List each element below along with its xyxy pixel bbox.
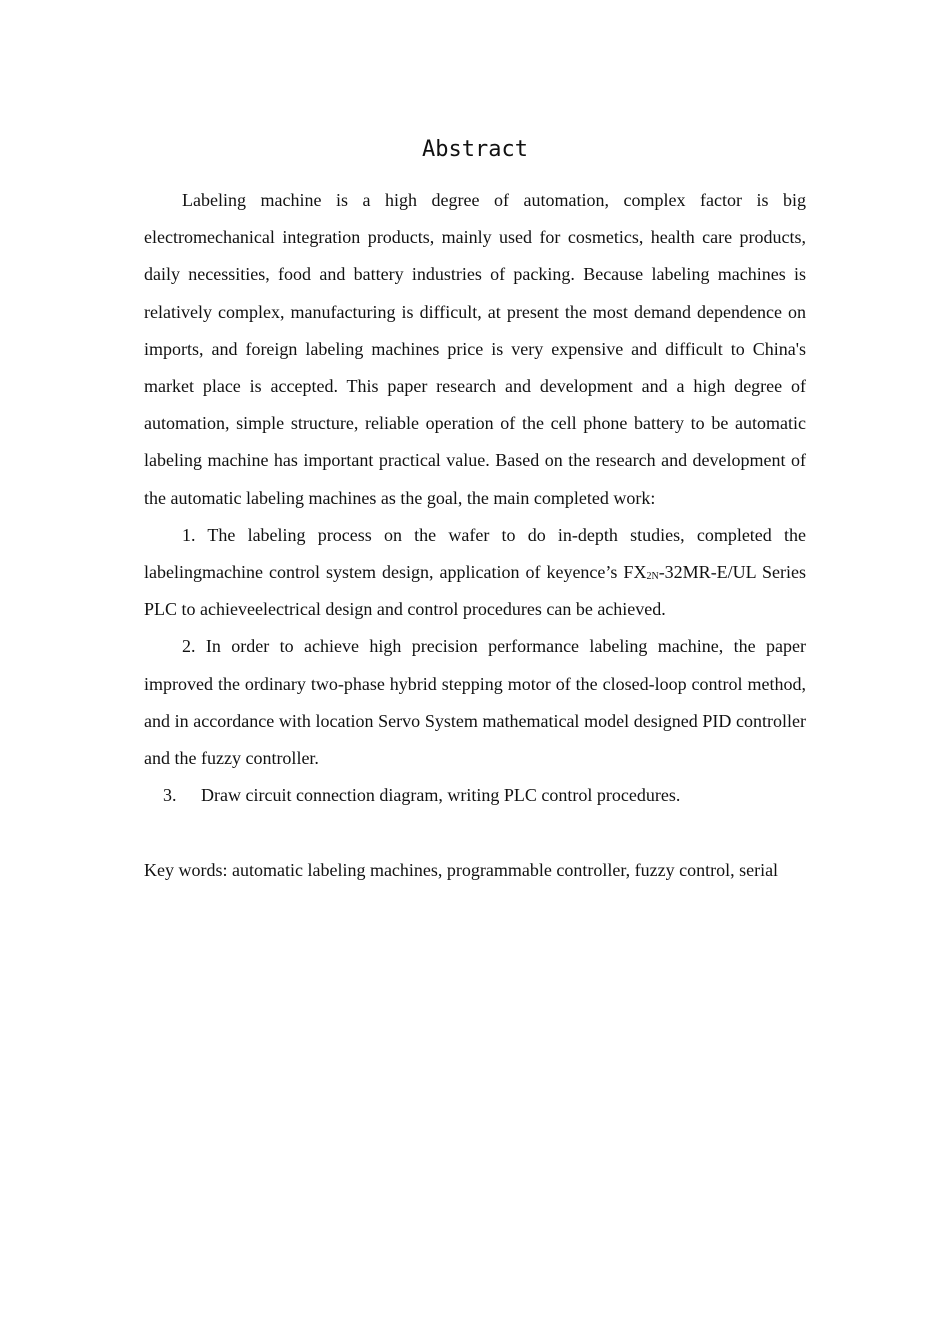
item1-subscript: 2N bbox=[646, 571, 659, 583]
item3-number: 3. bbox=[163, 785, 177, 806]
item3-text: Draw circuit connection diagram, writing PLC control procedures. bbox=[201, 785, 681, 806]
page-title: Abstract bbox=[422, 137, 528, 162]
list-item-3 bbox=[144, 777, 806, 814]
item1-text-after: -32MR-E/UL Series PLC to achieveelectrical design and control procedures can be achieved. bbox=[144, 562, 807, 620]
list-item-2: 2. In order to achieve high precision performance labeling machine, the paper improved the ordinary two-phase hybrid stepping motor of the closed-loop control method, and in accordance with location Servo System mathematical model designed PID controller and the fuzzy controller. bbox=[144, 636, 806, 769]
spacer bbox=[144, 814, 806, 851]
keywords: Key words: automatic labeling machines, programmable controller, fuzzy control, serial bbox=[144, 859, 779, 880]
item1-text-before: 1. The labeling process on the wafer to do in-depth studies, completed the labelingmachine control system design, application of keyence’s FX bbox=[144, 524, 806, 583]
abstract-body bbox=[144, 182, 806, 889]
intro-paragraph: Labeling machine is a high degree of automation, complex factor is big electromechanical integration products, mainly used for cosmetics, health care products, daily necessities, food and battery industries of packing. Because labeling machines is relatively complex, manufacturing is difficult, at present the most demand dependence on imports, and foreign labeling machines price is very expensive and difficult to China's market place is accepted. This paper research and development and a high degree of automation, simple structure, reliable operation of the cell phone battery to be automatic labeling machine has important practical value. Based on the research and development of the automatic labeling machines as the goal, the main completed work: bbox=[144, 190, 806, 508]
list-item-1 bbox=[144, 517, 806, 629]
